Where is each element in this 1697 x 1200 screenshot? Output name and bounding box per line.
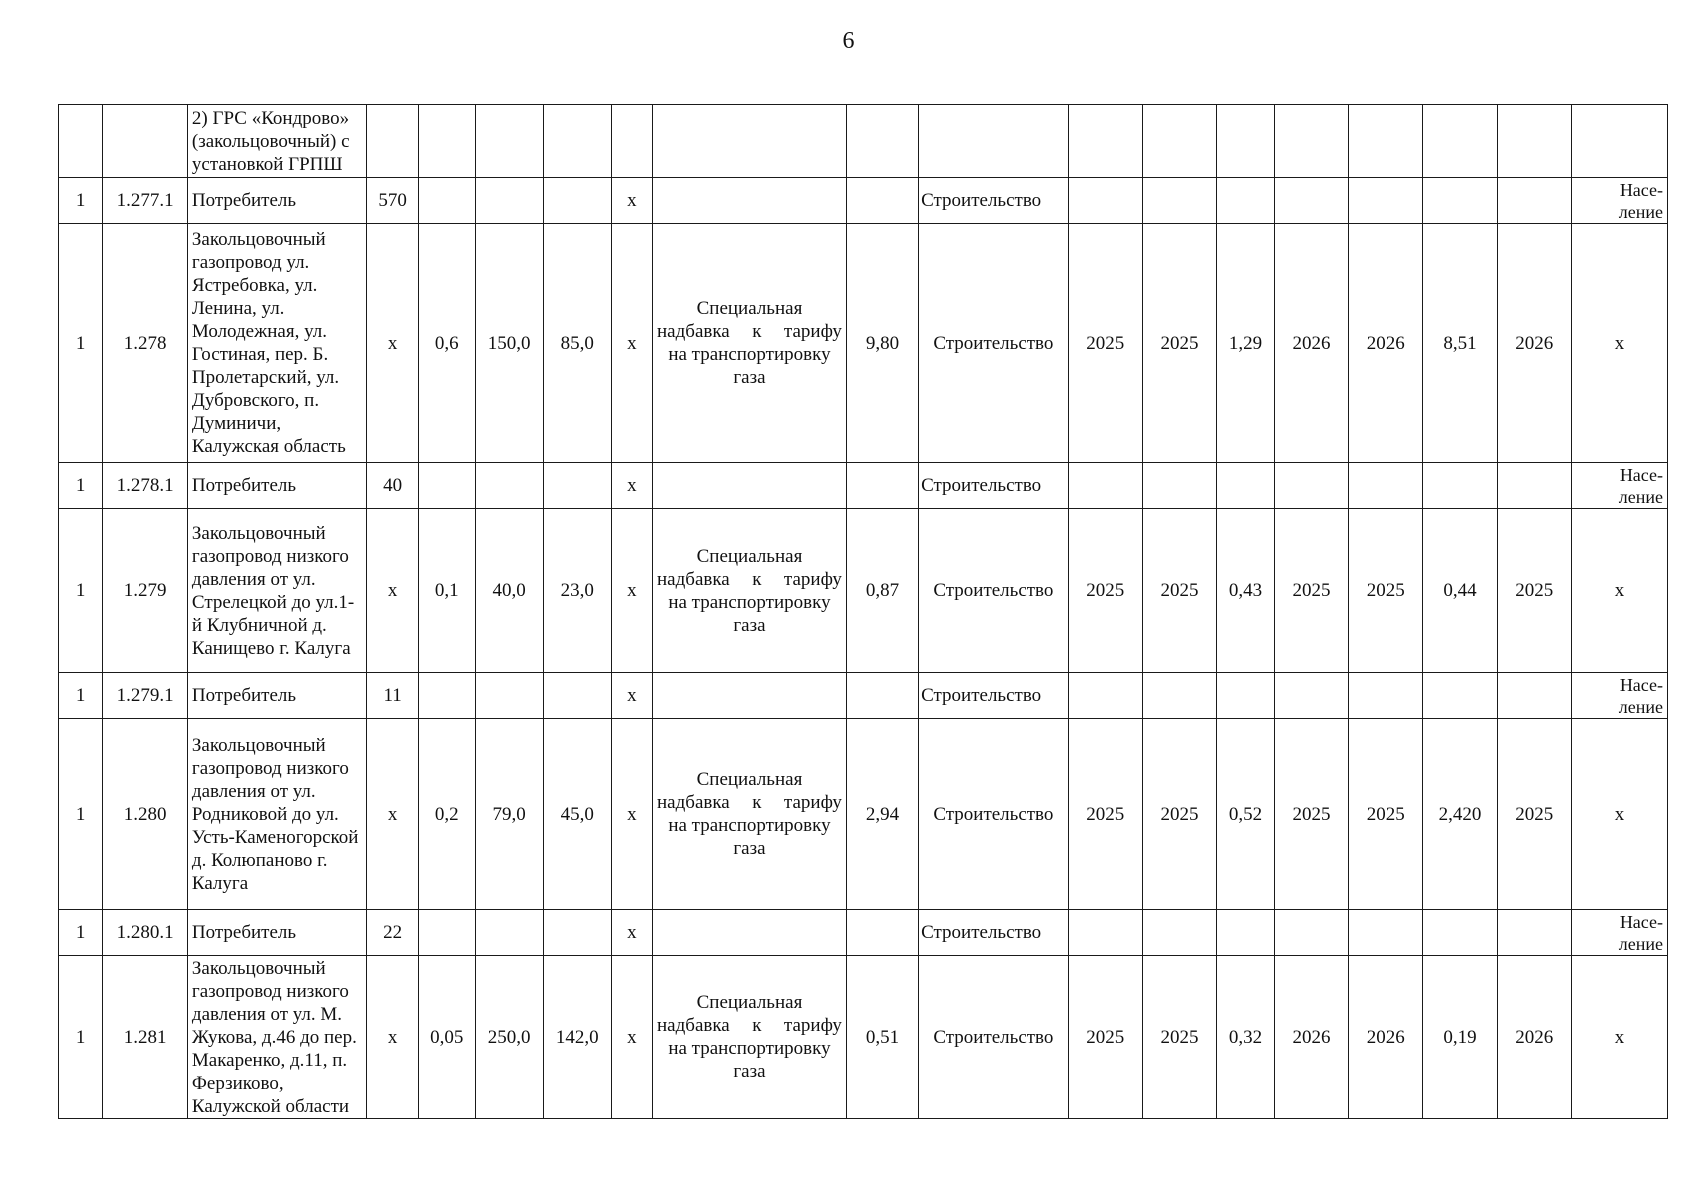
cell-type: Строительство bbox=[919, 719, 1069, 910]
cell-category: х bbox=[1571, 509, 1667, 673]
cell-col1: 1 bbox=[59, 910, 103, 956]
cell-qty: 22 bbox=[367, 910, 419, 956]
cell-value2: 45,0 bbox=[543, 719, 611, 910]
cell-cost: 2,94 bbox=[846, 719, 918, 910]
page-number: 6 bbox=[842, 28, 855, 54]
cell-code: 1.278.1 bbox=[103, 463, 188, 509]
cell-cost: 0,87 bbox=[846, 509, 918, 673]
cell-qty: х bbox=[367, 956, 419, 1119]
cell-type: Строительство bbox=[919, 956, 1069, 1119]
cell-type: Строительство bbox=[919, 463, 1069, 509]
cell-year2: 2025 bbox=[1142, 956, 1216, 1119]
cell-name: Потребитель bbox=[187, 178, 366, 224]
cell-type: Строительство bbox=[919, 673, 1069, 719]
cell-year1: 2025 bbox=[1068, 719, 1142, 910]
table-row-consumer bbox=[59, 673, 1668, 719]
cell-name: Потребитель bbox=[187, 463, 366, 509]
cell-funding-source: Специальная надбавка к тарифу на транспортировку газа bbox=[653, 224, 847, 463]
cell-code: 1.280 bbox=[103, 719, 188, 910]
cell-qty: 40 bbox=[367, 463, 419, 509]
cell-cost1: 1,29 bbox=[1217, 224, 1275, 463]
group-name-cell: 2) ГРС «Кондрово» (закольцовочный) с установкой ГРПШ bbox=[187, 105, 366, 178]
cell-cost2: 0,44 bbox=[1423, 509, 1497, 673]
cell-year1: 2025 bbox=[1068, 509, 1142, 673]
cell-diameter: 0,1 bbox=[418, 509, 475, 673]
table-row-consumer bbox=[59, 178, 1668, 224]
cell-type: Строительство bbox=[919, 224, 1069, 463]
cell-x: х bbox=[611, 719, 652, 910]
cell-year5: 2026 bbox=[1497, 956, 1571, 1119]
cell-year4: 2025 bbox=[1349, 509, 1423, 673]
cell-value2: 85,0 bbox=[543, 224, 611, 463]
cell-name: Закольцовочный газопровод низкого давления от ул. Родниковой до ул. Усть-Каменогорской д. Колюпаново г. Калуга bbox=[187, 719, 366, 910]
cell-x: х bbox=[611, 956, 652, 1119]
table-row-header-group bbox=[59, 105, 1668, 178]
cell-type: Строительство bbox=[919, 178, 1069, 224]
cell-year5: 2025 bbox=[1497, 719, 1571, 910]
cell-name: Потребитель bbox=[187, 910, 366, 956]
cell-value1: 40,0 bbox=[475, 509, 543, 673]
cell-year3: 2026 bbox=[1274, 956, 1348, 1119]
cell-year5: 2026 bbox=[1497, 224, 1571, 463]
table-row-pipeline bbox=[59, 224, 1668, 463]
cell-cost: 0,51 bbox=[846, 956, 918, 1119]
cell-category: Насе-ление bbox=[1618, 464, 1663, 507]
table-row-pipeline bbox=[59, 719, 1668, 910]
cell-qty: 570 bbox=[367, 178, 419, 224]
cell-name: Закольцовочный газопровод низкого давления от ул. М. Жукова, д.46 до пер. Макаренко, д.11, п. Ферзиково, Калужской области bbox=[187, 956, 366, 1119]
cell-value1: 150,0 bbox=[475, 224, 543, 463]
cell-code: 1.278 bbox=[103, 224, 188, 463]
cell-code: 1.277.1 bbox=[103, 178, 188, 224]
cell-year3: 2025 bbox=[1274, 509, 1348, 673]
cell-x: х bbox=[611, 463, 652, 509]
cell-cost2: 2,420 bbox=[1423, 719, 1497, 910]
cell-qty: 11 bbox=[367, 673, 419, 719]
cell-year2: 2025 bbox=[1142, 719, 1216, 910]
cell-type: Строительство bbox=[919, 910, 1069, 956]
cell-x: х bbox=[611, 509, 652, 673]
cell-year2: 2025 bbox=[1142, 509, 1216, 673]
cell-name: Закольцовочный газопровод ул. Ястребовка, ул. Ленина, ул. Молодежная, ул. Гостиная, пер. Б. Пролетарский, ул. Дубровского, п. Думиничи, Калужская область bbox=[187, 224, 366, 463]
cell-qty: х bbox=[367, 509, 419, 673]
cell-category: Насе-ление bbox=[1618, 179, 1663, 222]
cell-x: х bbox=[611, 178, 652, 224]
cell-name: Закольцовочный газопровод низкого давления от ул. Стрелецкой до ул.1-й Клубничной д. Канищево г. Калуга bbox=[187, 509, 366, 673]
cell-x: х bbox=[611, 224, 652, 463]
cell-col1: 1 bbox=[59, 178, 103, 224]
cell-name: Потребитель bbox=[187, 673, 366, 719]
cell-year4: 2025 bbox=[1349, 719, 1423, 910]
cell-year4: 2026 bbox=[1349, 956, 1423, 1119]
cell-cost1: 0,32 bbox=[1217, 956, 1275, 1119]
cell-diameter: 0,2 bbox=[418, 719, 475, 910]
cell-category: Насе-ление bbox=[1618, 911, 1663, 954]
cell-year3: 2026 bbox=[1274, 224, 1348, 463]
cell-code: 1.280.1 bbox=[103, 910, 188, 956]
cell-year2: 2025 bbox=[1142, 224, 1216, 463]
cell-value2: 23,0 bbox=[543, 509, 611, 673]
cell-cost2: 8,51 bbox=[1423, 224, 1497, 463]
cell-year1: 2025 bbox=[1068, 956, 1142, 1119]
table-row-pipeline bbox=[59, 956, 1668, 1119]
table-row-consumer bbox=[59, 910, 1668, 956]
cell-cost2: 0,19 bbox=[1423, 956, 1497, 1119]
cell-col1: 1 bbox=[59, 956, 103, 1119]
table-row-consumer bbox=[59, 463, 1668, 509]
cell-category: х bbox=[1571, 956, 1667, 1119]
cell-col1: 1 bbox=[59, 719, 103, 910]
cell-diameter: 0,05 bbox=[418, 956, 475, 1119]
cell-year1: 2025 bbox=[1068, 224, 1142, 463]
cell-code: 1.279.1 bbox=[103, 673, 188, 719]
cell-category: Насе-ление bbox=[1618, 674, 1663, 717]
cell-value1: 79,0 bbox=[475, 719, 543, 910]
cell-x: х bbox=[611, 673, 652, 719]
cell-col1: 1 bbox=[59, 673, 103, 719]
table-row-pipeline bbox=[59, 509, 1668, 673]
cell-qty: х bbox=[367, 719, 419, 910]
cell-cost1: 0,43 bbox=[1217, 509, 1275, 673]
cell-year3: 2025 bbox=[1274, 719, 1348, 910]
investment-table bbox=[58, 104, 1668, 1119]
cell-col1: 1 bbox=[59, 224, 103, 463]
cell-category: х bbox=[1571, 224, 1667, 463]
cell-category: х bbox=[1571, 719, 1667, 910]
cell-value1: 250,0 bbox=[475, 956, 543, 1119]
cell-year5: 2025 bbox=[1497, 509, 1571, 673]
cell-funding-source: Специальная надбавка к тарифу на транспортировку газа bbox=[653, 509, 847, 673]
cell-qty: х bbox=[367, 224, 419, 463]
cell-col1: 1 bbox=[59, 509, 103, 673]
cell-year4: 2026 bbox=[1349, 224, 1423, 463]
cell-value2: 142,0 bbox=[543, 956, 611, 1119]
cell-cost: 9,80 bbox=[846, 224, 918, 463]
cell-diameter: 0,6 bbox=[418, 224, 475, 463]
cell-col1: 1 bbox=[59, 463, 103, 509]
cell-type: Строительство bbox=[919, 509, 1069, 673]
cell-code: 1.279 bbox=[103, 509, 188, 673]
cell-funding-source: Специальная надбавка к тарифу на транспортировку газа bbox=[653, 719, 847, 910]
cell-x: х bbox=[611, 910, 652, 956]
cell-cost1: 0,52 bbox=[1217, 719, 1275, 910]
cell-code: 1.281 bbox=[103, 956, 188, 1119]
cell-funding-source: Специальная надбавка к тарифу на транспортировку газа bbox=[653, 956, 847, 1119]
